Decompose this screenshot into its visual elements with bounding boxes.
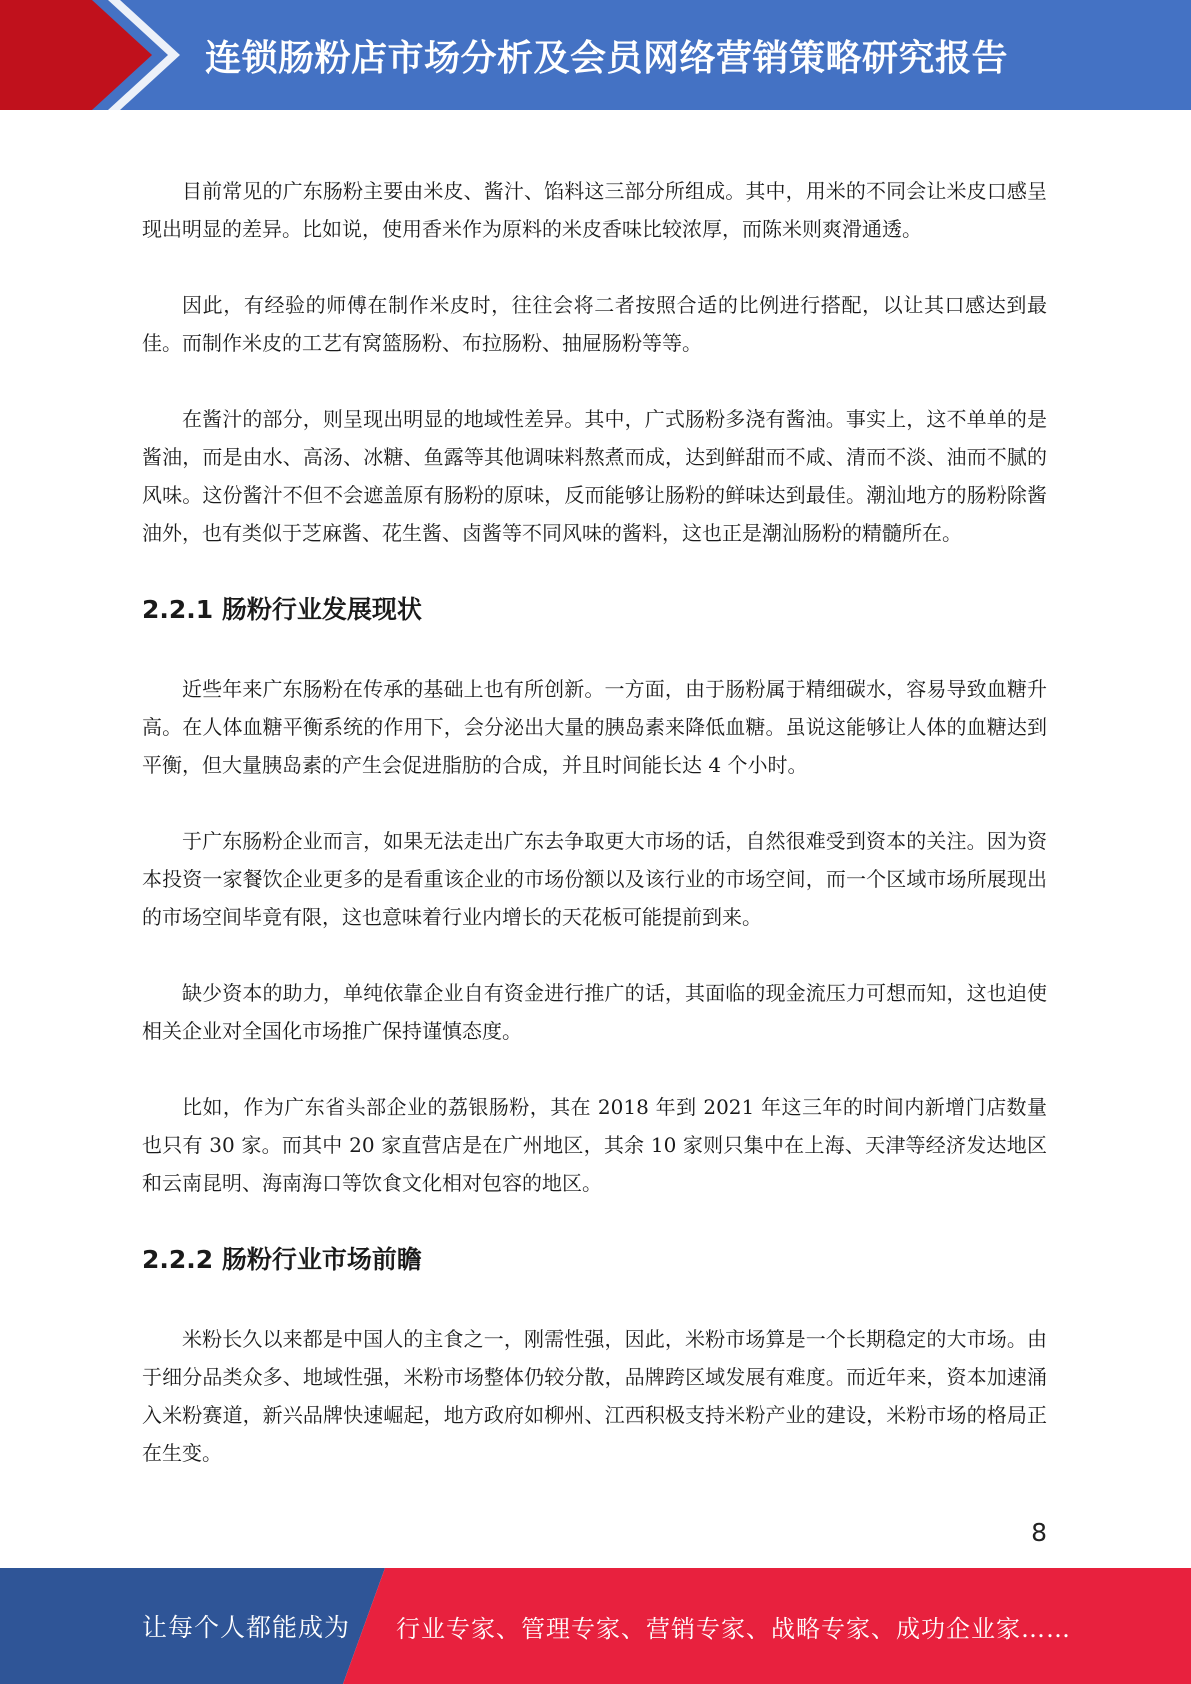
footer-slogan-right: 行业专家、管理专家、营销专家、战略专家、成功企业家…… xyxy=(396,1614,1071,1643)
main-content xyxy=(142,172,1047,1510)
paragraph-2-2-1-1: 近些年来广东肠粉在传承的基础上也有所创新。一方面，由于肠粉属于精细碳水，容易导致血糖升高。在人体血糖平衡系统的作用下，会分泌出大量的胰岛素来降低血糖。虽说这能够让人体的血糖达到平衡，但大量胰岛素的产生会促进脂肪的合成，并且时间能长达 4 个小时。 xyxy=(142,677,1047,777)
paragraph-2-2-1-2: 于广东肠粉企业而言，如果无法走出广东去争取更大市场的话，自然很难受到资本的关注。因为资本投资一家餐饮企业更多的是看重该企业的市场份额以及该行业的市场空间，而一个区域市场所展现出的市场空间毕竟有限，这也意味着行业内增长的天花板可能提前到来。 xyxy=(142,829,1047,929)
paragraph-2-2-1-3: 缺少资本的助力，单纯依靠企业自有资金进行推广的话，其面临的现金流压力可想而知，这也迫使相关企业对全国化市场推广保持谨慎态度。 xyxy=(142,981,1047,1043)
paragraph-intro-1: 目前常见的广东肠粉主要由米皮、酱汁、馅料这三部分所组成。其中，用米的不同会让米皮口感呈现出明显的差异。比如说，使用香米作为原料的米皮香味比较浓厚，而陈米则爽滑通透。 xyxy=(142,179,1047,241)
paragraph-2-2-1-4: 比如，作为广东省头部企业的荔银肠粉，其在 2018 年到 2021 年这三年的时间内新增门店数量也只有 30 家。而其中 20 家直营店是在广州地区，其余 10 家则只集中在上海、天津等经济发达地区和云南昆明、海南海口等饮食文化相对包容的地区。 xyxy=(142,1095,1047,1195)
section-heading-2-2-2: 2.2.2 肠粉行业市场前瞻 xyxy=(142,1245,422,1274)
paragraph-intro-2: 因此，有经验的师傅在制作米皮时，往往会将二者按照合适的比例进行搭配，以让其口感达到最佳。而制作米皮的工艺有窝篮肠粉、布拉肠粉、抽屉肠粉等等。 xyxy=(142,293,1047,355)
footer-slogan-left: 让每个人都能成为 xyxy=(142,1613,351,1642)
paragraph-intro-3: 在酱汁的部分，则呈现出明显的地域性差异。其中，广式肠粉多浇有酱油。事实上，这不单单的是酱油，而是由水、高汤、冰糖、鱼露等其他调味料熬煮而成，达到鲜甜而不咸、清而不淡、油而不腻的风味。这份酱汁不但不会遮盖原有肠粉的原味，反而能够让肠粉的鲜味达到最佳。潮汕地方的肠粉除酱油外，也有类似于芝麻酱、花生酱、卤酱等不同风味的酱料，这也正是潮汕肠粉的精髓所在。 xyxy=(142,407,1047,545)
page-number: 8 xyxy=(1031,1518,1047,1547)
paragraph-2-2-2-1: 米粉长久以来都是中国人的主食之一，刚需性强，因此，米粉市场算是一个长期稳定的大市场。由于细分品类众多、地域性强，米粉市场整体仍较分散，品牌跨区域发展有难度。而近年来，资本加速涌入米粉赛道，新兴品牌快速崛起，地方政府如柳州、江西积极支持米粉产业的建设，米粉市场的格局正在生变。 xyxy=(142,1327,1047,1465)
page-header xyxy=(0,0,1191,110)
page-footer xyxy=(0,1568,1191,1684)
section-heading-2-2-1: 2.2.1 肠粉行业发展现状 xyxy=(142,595,422,624)
report-title: 连锁肠粉店市场分析及会员网络营销策略研究报告 xyxy=(205,37,1009,79)
